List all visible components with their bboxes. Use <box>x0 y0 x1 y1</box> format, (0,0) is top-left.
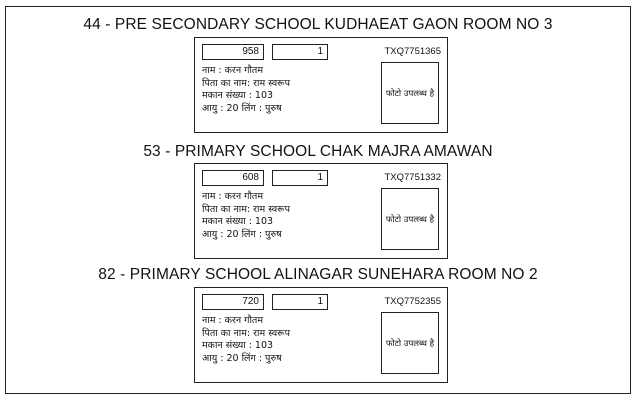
serial-number-box: 720 <box>202 294 264 310</box>
polling-station-heading: 44 - PRE SECONDARY SCHOOL KUDHAEAT GAON ROOM NO 3 <box>83 16 553 33</box>
epic-number: TXQ7752355 <box>384 296 441 307</box>
voter-card <box>194 37 448 133</box>
part-number-box: 1 <box>272 294 328 310</box>
voter-name: नाम : करन गौतम <box>202 65 264 76</box>
father-name: पिता का नाम: राम स्वरूप <box>202 203 290 215</box>
voter-card <box>194 287 448 383</box>
father-name: पिता का नाम: राम स्वरूप <box>202 77 290 89</box>
photo-placeholder: फोटो उपलब्ध है <box>381 188 439 250</box>
voter-name: नाम : करन गौतम <box>202 315 264 326</box>
voter-card <box>194 163 448 259</box>
serial-number-box: 608 <box>202 170 264 186</box>
age-gender: आयु : 20 लिंग : पुरुष <box>202 228 282 240</box>
part-number-box: 1 <box>272 170 328 186</box>
house-number: मकान संख्या : 103 <box>202 340 274 351</box>
house-number: मकान संख्या : 103 <box>202 90 274 101</box>
voter-details <box>202 65 290 115</box>
voter-details <box>202 315 290 365</box>
epic-number: TXQ7751332 <box>384 172 441 183</box>
photo-placeholder: फोटो उपलब्ध है <box>381 312 439 374</box>
polling-station-heading: 82 - PRIMARY SCHOOL ALINAGAR SUNEHARA ROOM NO 2 <box>98 266 538 283</box>
epic-number: TXQ7751365 <box>384 46 441 57</box>
age-gender: आयु : 20 लिंग : पुरुष <box>202 102 282 114</box>
serial-number-box: 958 <box>202 44 264 60</box>
polling-station-heading: 53 - PRIMARY SCHOOL CHAK MAJRA AMAWAN <box>143 143 493 160</box>
voter-name: नाम : करन गौतम <box>202 191 264 202</box>
age-gender: आयु : 20 लिंग : पुरुष <box>202 352 282 364</box>
voter-details <box>202 191 290 241</box>
part-number-box: 1 <box>272 44 328 60</box>
father-name: पिता का नाम: राम स्वरूप <box>202 327 290 339</box>
results-frame <box>5 6 631 394</box>
photo-placeholder: फोटो उपलब्ध है <box>381 62 439 124</box>
house-number: मकान संख्या : 103 <box>202 216 274 227</box>
